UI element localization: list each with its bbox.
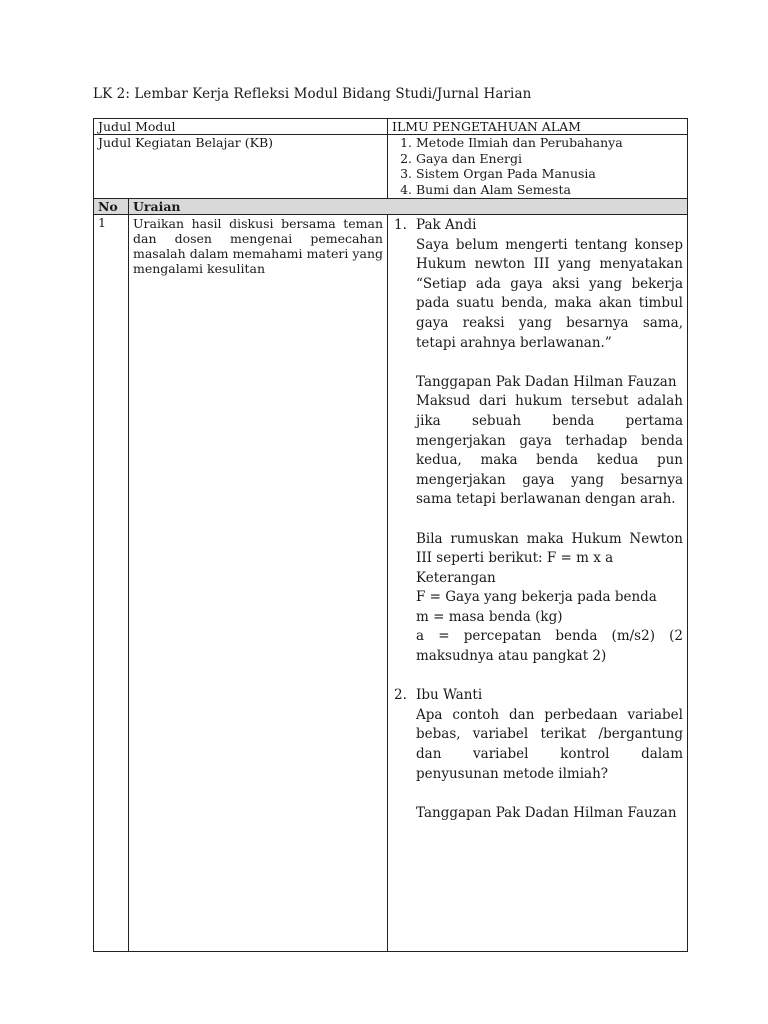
responder-name: Ibu Wanti [416, 687, 483, 704]
response-number: 1. [394, 217, 407, 233]
keterangan-line: a = percepatan benda (m/s2) (2 maksudnya atau pangkat 2) [416, 628, 683, 665]
responses-cell [388, 215, 688, 952]
kb-list-cell [388, 135, 688, 199]
kb-list [392, 135, 683, 197]
responder-name: Pak Andi [416, 217, 477, 233]
header-row [94, 199, 688, 215]
keterangan-line: m = masa benda (kg) [416, 608, 563, 625]
modul-label: Judul Modul [94, 119, 388, 135]
keterangan-heading: Keterangan [416, 569, 496, 586]
tanggapan-heading: Tanggapan Pak Dadan Hilman Fauzan [416, 373, 677, 390]
uraian-text: Uraikan hasil diskusi bersama teman dan dosen mengenai pemecahan masalah dalam memahami materi yang mengalami kesulitan [133, 216, 383, 276]
kb-item: 2. Gaya dan Energi [416, 151, 683, 167]
kb-row [94, 135, 688, 199]
kb-item: 4. Bumi dan Alam Semesta [416, 182, 683, 198]
kb-item: 1. Metode Ilmiah dan Perubahanya [416, 135, 683, 151]
question-text: Apa contoh dan perbedaan variabel bebas, variabel terikat /bergantung dan variabel kontrol dalam penyusunan metode ilmiah? [416, 706, 683, 782]
header-no: No [94, 199, 129, 215]
kb-item: 3. Sistem Organ Pada Manusia [416, 166, 683, 182]
tanggapan-heading: Tanggapan Pak Dadan Hilman Fauzan [416, 804, 677, 821]
response-number: 2. [394, 687, 407, 704]
content-row [94, 215, 688, 952]
header-uraian: Uraian [129, 199, 688, 215]
response-item [392, 686, 683, 823]
question-text: Saya belum mengerti tentang konsep Hukum newton III yang menyatakan “Setiap ada gaya aksi yang bekerja pada suatu benda, maka akan timbul gaya reaksi yang besarnya sama, tetapi arahnya berlawanan.” [416, 236, 683, 351]
reflection-table [93, 118, 688, 952]
kb-label: Judul Kegiatan Belajar (KB) [94, 135, 388, 199]
keterangan-line: F = Gaya yang bekerja pada benda [416, 589, 657, 606]
modul-row [94, 119, 688, 135]
modul-value: ILMU PENGETAHUAN ALAM [388, 119, 688, 135]
answer-text: Maksud dari hukum tersebut adalah jika sebuah benda pertama mengerjakan gaya terhadap benda kedua, maka benda kedua pun mengerjakan gaya yang besarnya sama tetapi berlawanan dengan arah. [416, 393, 683, 508]
uraian-cell [129, 215, 388, 952]
response-item [392, 216, 683, 667]
row-number: 1 [94, 215, 129, 952]
responses [392, 215, 683, 823]
page-title: LK 2: Lembar Kerja Refleksi Modul Bidang Studi/Jurnal Harian [93, 86, 532, 102]
formula-text: Bila rumuskan maka Hukum Newton III seperti berikut: F = m x a [416, 530, 683, 567]
